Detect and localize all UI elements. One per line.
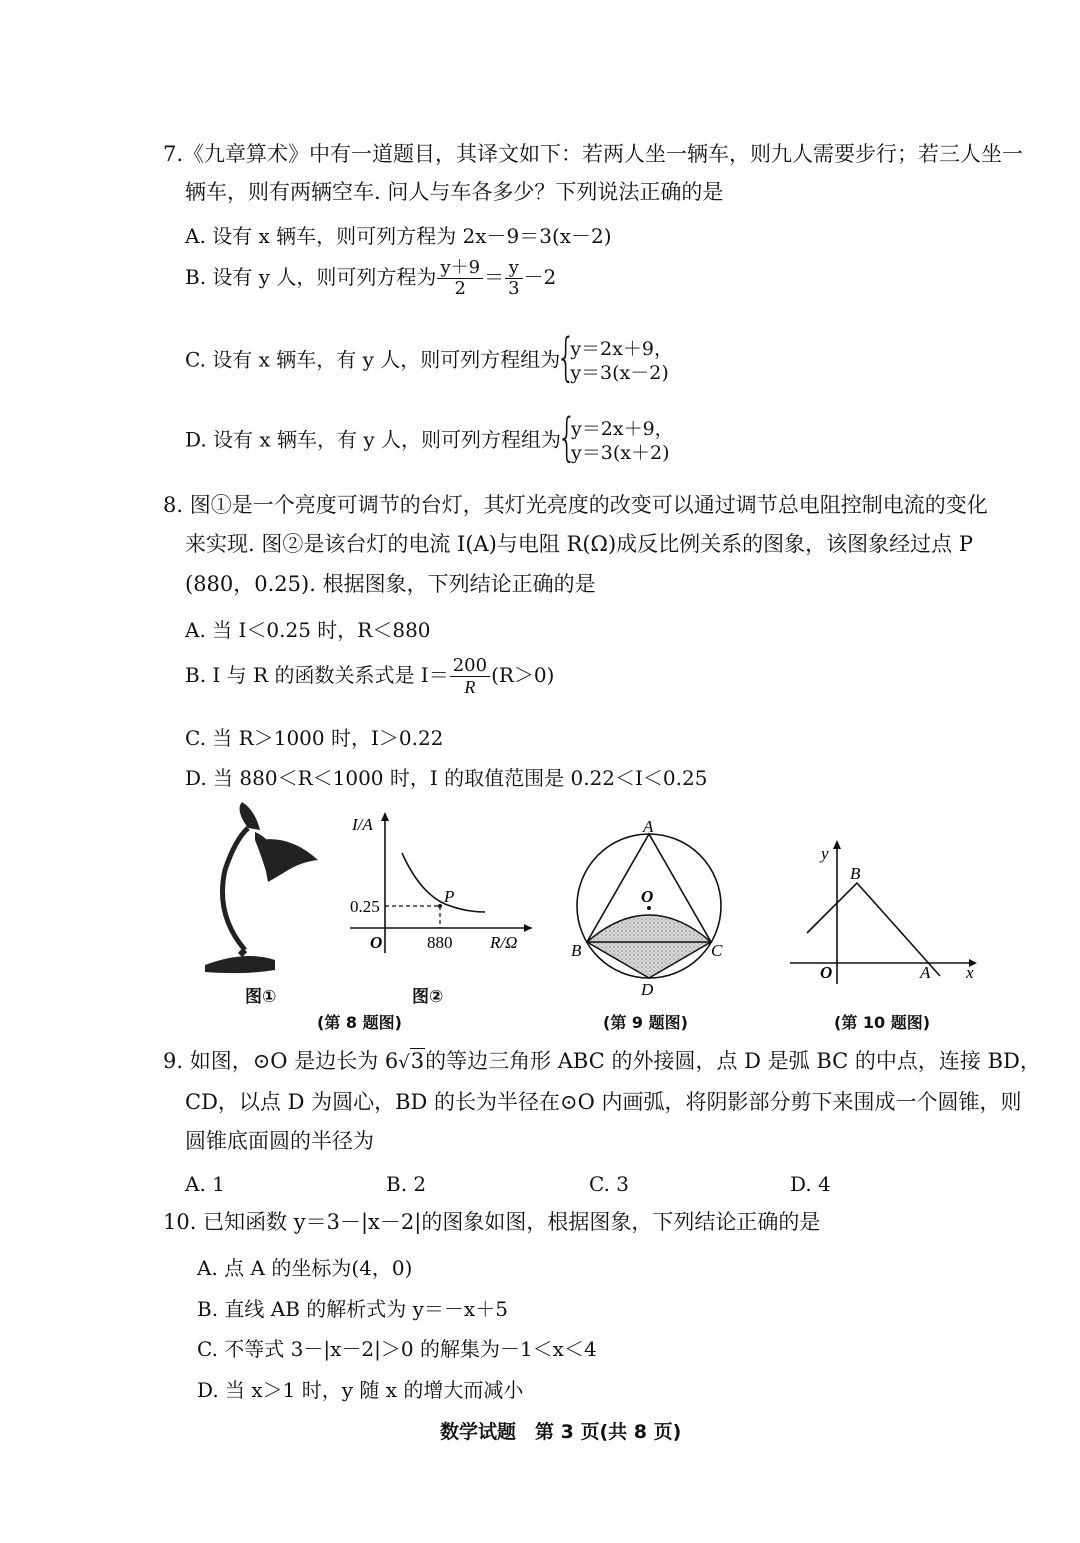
q10-option-a: A. 点 A 的坐标为(4，0): [197, 1256, 413, 1280]
q9-option-d: D. 4: [790, 1172, 831, 1196]
q7-stem-line2: 辆车，则有两辆空车. 问人与车各多少？下列说法正确的是: [185, 180, 724, 204]
q7-option-a: A. 设有 x 辆车，则可列方程为 2x－9＝3(x－2): [185, 224, 612, 248]
q7-option-c: C. 设有 x 辆车，有 y 人，则可列方程组为 { y＝2x＋9， y＝3(x－2): [185, 328, 673, 388]
q8-option-c: C. 当 R＞1000 时，I＞0.22: [185, 726, 444, 750]
q7-option-b: B. 设有 y 人，则可列方程为 $\frac{y+9}{2}$ ＝ $\frac{y}{3}$ －2: [185, 257, 557, 299]
center-o: [647, 906, 651, 910]
q7-option-b-text: B. 设有 y 人，则可列方程为: [185, 265, 437, 289]
label-b: B: [571, 941, 582, 960]
q7-stem-line1: 7.《九章算术》中有一道题目，其译文如下：若两人坐一辆车，则九人需要步行；若三人坐一: [163, 142, 1024, 166]
q8-option-a: A. 当 I＜0.25 时，R＜880: [185, 618, 431, 642]
q8-option-b-fraction: $\frac{200}{R}$: [450, 656, 490, 697]
label-x: x: [966, 963, 974, 982]
figure-2-label: 图②: [412, 987, 444, 1007]
figure-10-caption: (第 10 题图): [834, 1013, 931, 1032]
current-resistance-graph: [340, 808, 535, 958]
label-d: D: [641, 980, 654, 998]
x-axis-label: R/Ω: [490, 933, 518, 952]
x-tick-label: 880: [427, 933, 453, 952]
q9-option-a: A. 1: [185, 1172, 225, 1196]
point-p-label: P: [444, 887, 455, 906]
label-a: A: [920, 963, 931, 982]
sqrt-value: 3: [410, 1049, 425, 1073]
label-a: A: [643, 818, 654, 836]
label-y: y: [821, 844, 829, 863]
q8-stem-line1: 8. 图①是一个亮度可调节的台灯，其灯光亮度的改变可以通过调节总电阻控制电流的变化: [163, 493, 988, 517]
label-origin: O: [820, 963, 833, 982]
q8-stem-line3: (880，0.25). 根据图象，下列结论正确的是: [185, 572, 596, 596]
q8-option-d: D. 当 880＜R＜1000 时，I 的取值范围是 0.22＜I＜0.25: [185, 766, 708, 790]
q7-option-b-fraction-2: $\frac{y}{3}$: [505, 258, 522, 299]
label-b: B: [850, 864, 861, 883]
shaded-sector: [587, 915, 711, 978]
q8-option-b: B. I 与 R 的函数关系式是 I＝ $\frac{200}{R}$ (R＞0): [185, 655, 555, 697]
q10-option-b: B. 直线 AB 的解析式为 y＝－x＋5: [197, 1297, 508, 1321]
q9-stem-line2: CD，以点 D 为圆心，BD 的长为半径在⊙O 内画弧，将阴影部分剪下来围成一个圆锥，则: [185, 1090, 1022, 1114]
point-p: [438, 904, 442, 908]
y-axis-label: I/A: [352, 815, 373, 834]
y-tick-label: 0.25: [350, 897, 380, 916]
circle-triangle-figure: [565, 818, 735, 998]
figure-8-caption: (第 8 题图): [317, 1013, 402, 1032]
q10-stem: 10. 已知函数 y＝3－|x－2|的图象如图，根据图象，下列结论正确的是: [163, 1210, 821, 1234]
q10-option-d: D. 当 x＞1 时，y 随 x 的增大而减小: [197, 1378, 524, 1402]
q7-option-d-system: { y＝2x＋9， y＝3(x＋2): [557, 408, 674, 468]
page-footer: 数学试题 第 3 页(共 8 页): [440, 1421, 682, 1443]
q7-option-c-system: { y＝2x＋9， y＝3(x－2): [556, 328, 673, 388]
abs-value-graph: [785, 836, 985, 986]
origin-label: O: [370, 933, 383, 952]
q8-stem-line2: 来实现. 图②是该台灯的电流 I(A)与电阻 R(Ω)成反比例关系的图象，该图象经过点 P: [185, 532, 973, 556]
q10-option-c: C. 不等式 3－|x－2|＞0 的解集为－1＜x＜4: [197, 1337, 597, 1361]
q7-option-b-fraction-1: $\frac{y+9}{2}$: [437, 258, 483, 299]
q9-stem-line1: 9. 如图，⊙O 是边长为 6√3的等边三角形 ABC 的外接圆，点 D 是弧 BC 的中点，连接 BD，: [163, 1049, 1041, 1073]
desk-lamp-figure: [200, 800, 330, 975]
figure-1-label: 图①: [245, 987, 277, 1007]
label-o: O: [641, 887, 654, 906]
label-c: C: [711, 941, 723, 960]
figure-9-caption: (第 9 题图): [603, 1013, 688, 1032]
q9-stem-line3: 圆锥底面圆的半径为: [185, 1129, 374, 1153]
q7-option-d: D. 设有 x 辆车，有 y 人，则可列方程组为 { y＝2x＋9， y＝3(x＋2): [185, 408, 674, 468]
q9-option-b: B. 2: [386, 1172, 427, 1196]
q9-option-c: C. 3: [589, 1172, 630, 1196]
